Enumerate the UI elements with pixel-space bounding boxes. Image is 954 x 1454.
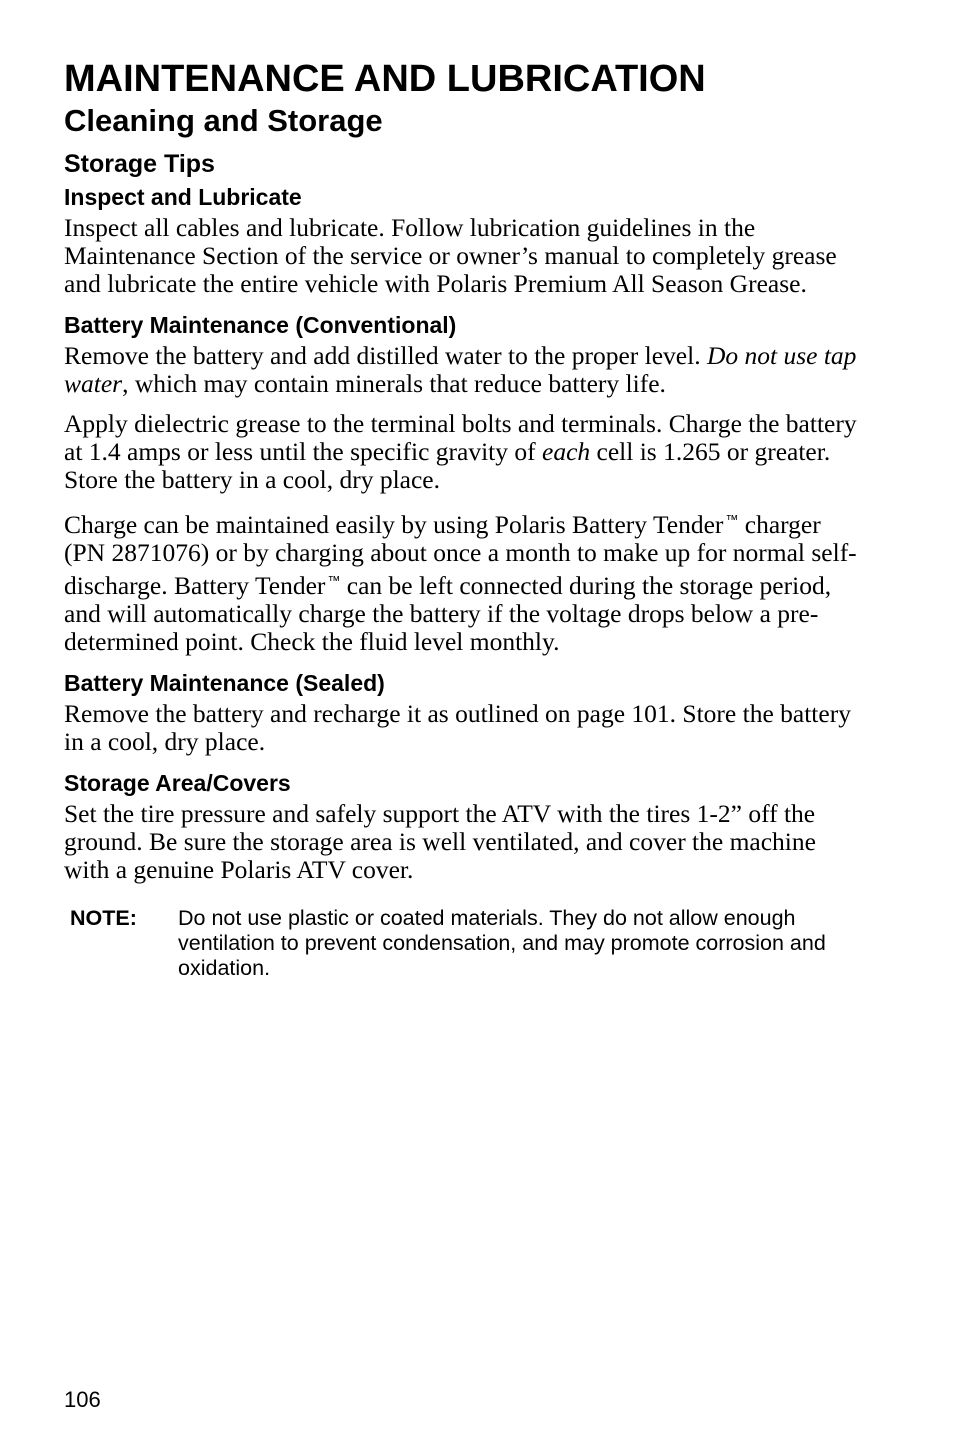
battery-sealed-heading: Battery Maintenance (Sealed) — [64, 670, 385, 696]
text-run: , which may contain minerals that reduce battery life. — [122, 369, 666, 398]
chapter-title: MAINTENANCE AND LUBRICATION — [64, 58, 706, 100]
text-run: can be left connected during the storage period, and will automatically charge the battery if the voltage drops below a pre-determined point. Check the fluid level monthly. — [64, 571, 832, 656]
inspect-paragraph: Inspect all cables and lubricate. Follow lubrication guidelines in the Maintenance Section of the service or owner’s manual to completely grease and lubricate the entire vehicle with Polaris Premium All Season Grease. — [64, 213, 837, 298]
note-block — [64, 906, 864, 981]
text-run: Charge can be maintained easily by using Polaris Battery Tender — [64, 510, 724, 539]
inspect-heading: Inspect and Lubricate — [64, 184, 302, 210]
page-number: 106 — [64, 1387, 101, 1412]
section-title: Cleaning and Storage — [64, 103, 383, 138]
text-run: charger (PN 2871076) or by charging about once a month to make up for normal self-discharge. Battery Tender — [64, 510, 857, 600]
battery-sealed-paragraph: Remove the battery and recharge it as outlined on page 101. Store the battery in a cool, dry place. — [64, 699, 851, 756]
emphasis-text: Do not use tap water — [64, 341, 857, 398]
battery-conventional-paragraph-2 — [64, 410, 864, 494]
trademark-symbol: ™ — [725, 512, 739, 527]
battery-conventional-paragraph-3 — [64, 506, 864, 656]
manual-page — [64, 56, 864, 981]
note-text: Do not use plastic or coated materials. They do not allow enough ventilation to prevent condensation, and may promote corrosion and oxidation. — [178, 906, 826, 980]
storage-area-paragraph: Set the tire pressure and safely support the ATV with the tires 1-2” off the ground. Be sure the storage area is well ventilated, and cover the machine with a genuine Polaris ATV cover. — [64, 799, 816, 884]
storage-area-heading: Storage Area/Covers — [64, 770, 291, 796]
subsection-title: Storage Tips — [64, 150, 215, 178]
text-run: Apply dielectric grease to the terminal bolts and terminals. Charge the battery at 1.4 amps or less until the specific gravity of — [64, 409, 857, 466]
emphasis-text: each — [542, 437, 591, 466]
battery-conventional-paragraph-1 — [64, 342, 864, 398]
trademark-symbol: ™ — [327, 573, 341, 588]
battery-conventional-heading: Battery Maintenance (Conventional) — [64, 312, 457, 338]
text-run: Remove the battery and add distilled water to the proper level. — [64, 341, 707, 370]
text-run: cell is 1.265 or greater. Store the battery in a cool, dry place. — [64, 437, 831, 494]
note-label: NOTE: — [70, 906, 137, 930]
